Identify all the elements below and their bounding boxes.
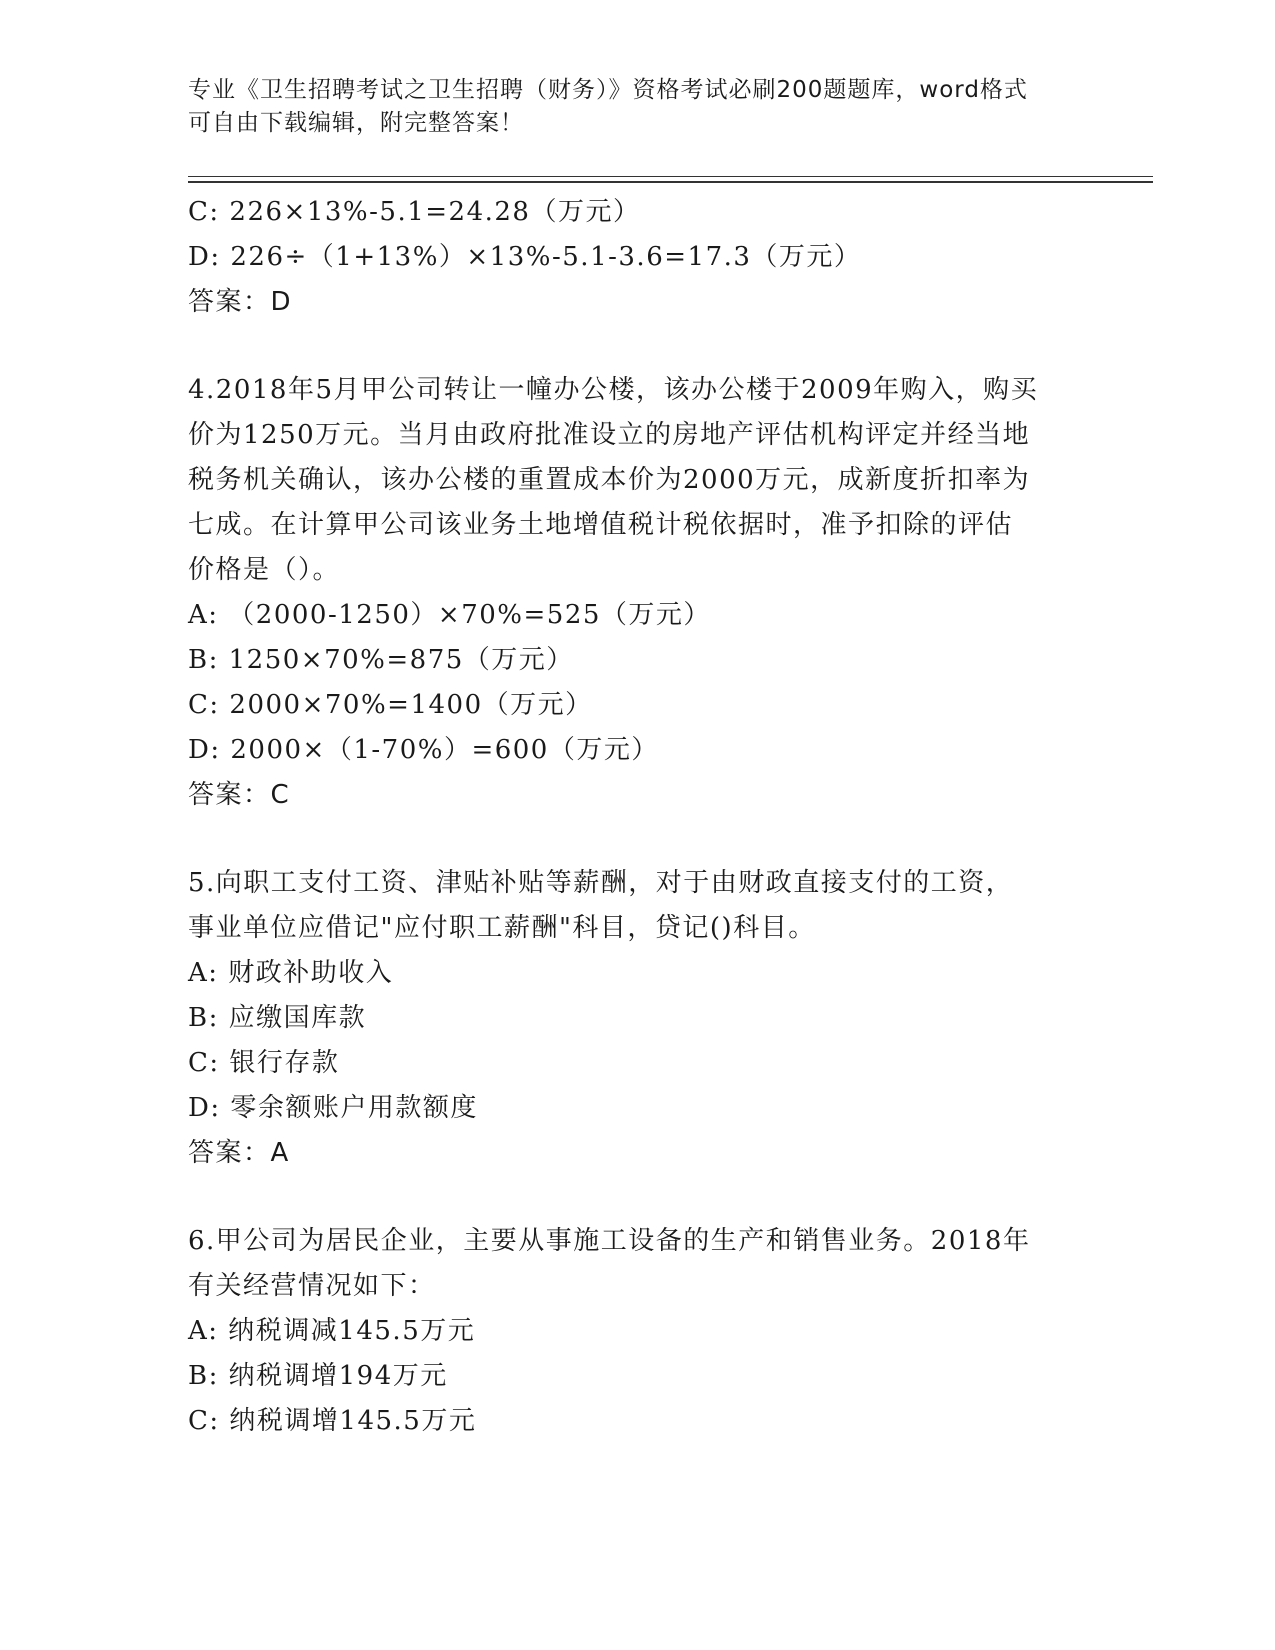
question-4 bbox=[188, 368, 1088, 818]
option-c: C: 2000×70%=1400（万元） bbox=[188, 690, 593, 720]
question-line: 4.2018年5月甲公司转让一幢办公楼，该办公楼于2009年购入，购买 bbox=[188, 375, 1039, 405]
option-a: A: 纳税调减145.5万元 bbox=[188, 1316, 476, 1346]
question-line: 5.向职工支付工资、津贴补贴等薪酬，对于由财政直接支付的工资， bbox=[188, 868, 1014, 898]
spacer bbox=[188, 325, 1088, 368]
document-body bbox=[188, 190, 1088, 1444]
header-title-line-1: 专业《卫生招聘考试之卫生招聘（财务）》资格考试必刷200题题库，word格式 bbox=[188, 77, 1028, 103]
option-d: D: 零余额账户用款额度 bbox=[188, 1093, 478, 1123]
spacer bbox=[188, 818, 1088, 861]
question-line: 6.甲公司为居民企业，主要从事施工设备的生产和销售业务。2018年 bbox=[188, 1226, 1031, 1256]
question-text bbox=[188, 861, 1088, 951]
answer-line: 答案：A bbox=[188, 1138, 290, 1168]
document-header bbox=[188, 74, 1088, 140]
option-b: B: 应缴国库款 bbox=[188, 1003, 367, 1033]
option-c: C: 226×13%-5.1=24.28（万元） bbox=[188, 197, 641, 227]
question-text bbox=[188, 368, 1088, 593]
spacer bbox=[188, 1176, 1088, 1219]
question-6 bbox=[188, 1219, 1088, 1444]
option-d: D: 226÷（1+13%）×13%-5.1-3.6=17.3（万元） bbox=[188, 242, 862, 272]
question-5 bbox=[188, 861, 1088, 1176]
question-line: 价为1250万元。当月由政府批准设立的房地产评估机构评定并经当地 bbox=[188, 420, 1031, 450]
option-d: D: 2000×（1-70%）=600（万元） bbox=[188, 735, 659, 765]
question-line: 价格是（）。 bbox=[188, 555, 341, 585]
option-a: A: （2000-1250）×70%=525（万元） bbox=[188, 600, 711, 630]
header-title-line-2: 可自由下载编辑，附完整答案！ bbox=[188, 110, 524, 136]
answer-line: 答案：D bbox=[188, 287, 293, 317]
option-a: A: 财政补助收入 bbox=[188, 958, 394, 988]
question-line: 七成。在计算甲公司该业务土地增值税计税依据时，准予扣除的评估 bbox=[188, 510, 1014, 540]
option-b: B: 纳税调增194万元 bbox=[188, 1361, 448, 1391]
question-line: 事业单位应借记"应付职工薪酬"科目，贷记()科目。 bbox=[188, 913, 816, 943]
option-c: C: 银行存款 bbox=[188, 1048, 340, 1078]
question-line: 税务机关确认，该办公楼的重置成本价为2000万元，成新度折扣率为 bbox=[188, 465, 1031, 495]
answer-line: 答案：C bbox=[188, 780, 291, 810]
question-text bbox=[188, 1219, 1088, 1309]
question-3-continuation bbox=[188, 190, 1088, 325]
option-c: C: 纳税调增145.5万元 bbox=[188, 1406, 477, 1436]
header-divider-thin bbox=[188, 176, 1153, 177]
option-b: B: 1250×70%=875（万元） bbox=[188, 645, 574, 675]
header-divider-thick bbox=[188, 181, 1153, 183]
question-line: 有关经营情况如下： bbox=[188, 1271, 436, 1301]
